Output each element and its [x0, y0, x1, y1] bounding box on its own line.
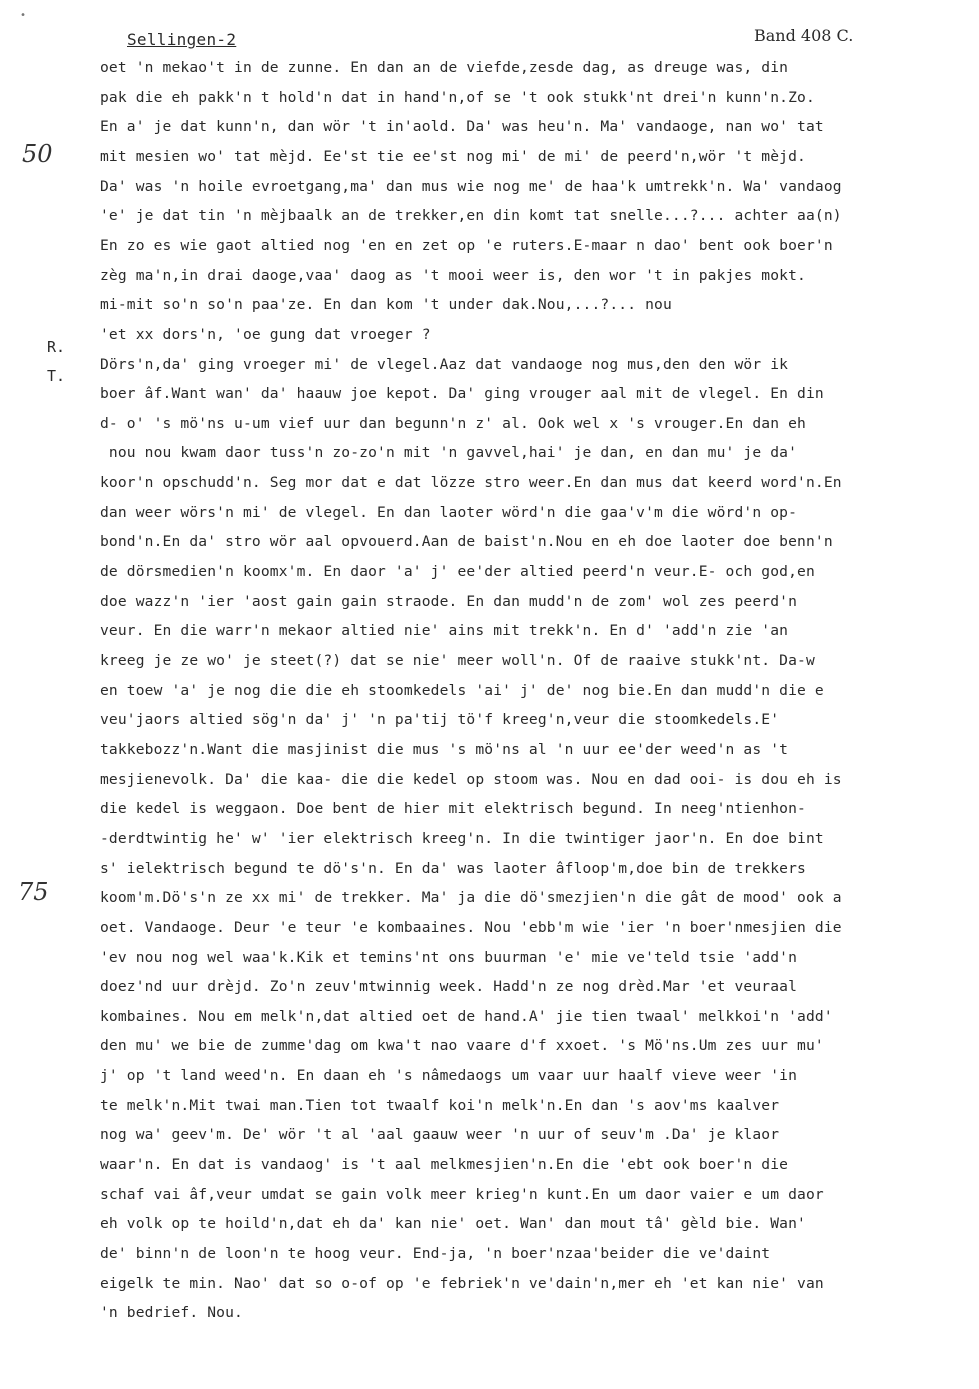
transcript-line: den mu' we bie de zumme'dag om kwa't nao vaare d'f xxoet. 's Mö'ns.Um zes uur mu': [100, 1037, 824, 1055]
transcript-line: dan weer wörs'n mi' de vlegel. En dan laoter wörd'n die gaa'v'm die wörd'n op-: [100, 503, 798, 521]
margin-mark-75: 75: [18, 878, 49, 906]
transcript-line: 'n bedrief. Nou.: [100, 1304, 243, 1322]
document-title: Sellingen-2: [127, 30, 237, 49]
corner-mark: •: [20, 10, 27, 21]
transcript-line: veur. En die warr'n mekaor altied nie' ains mit trekk'n. En d' 'add'n zie 'an: [100, 622, 789, 640]
transcript-line: 'et xx dors'n, 'oe gung dat vroeger ?: [100, 325, 431, 343]
transcript-line: koor'n opschudd'n. Seg mor dat e dat lözze stro weer.En dan mus dat keerd word'n.En: [100, 474, 842, 492]
transcript-line: takkebozz'n.Want die masjinist die mus 's mö'ns al 'n uur ee'der weed'n as 't: [100, 740, 789, 758]
transcript-line: oet. Vandaoge. Deur 'e teur 'e kombaaines. Nou 'ebb'm wie 'ier 'n boer'nmesjien die: [100, 918, 842, 936]
tape-reference: Band 408 C.: [754, 26, 854, 45]
transcript-line: Dörs'n,da' ging vroeger mi' de vlegel.Aaz dat vandaoge nog mus,den den wör ik: [100, 355, 789, 373]
transcript-line: En a' je dat kunn'n, dan wör 't in'aold. Da' was heu'n. Ma' vandaoge, nan wo' tat: [100, 118, 824, 136]
transcript-line: boer âf.Want wan' da' haauw joe kepot. Da' ging vrouger aal mit de vlegel. En din: [100, 385, 824, 403]
transcript-line: en toew 'a' je nog die die eh stoomkedels 'ai' j' de' nog bie.En dan mudd'n die e: [100, 681, 824, 699]
transcript-line: koom'm.Dö's'n ze xx mi' de trekker. Ma' ja die dö'smezjien'n die gât de mood' ook a: [100, 889, 842, 907]
transcript-line: d- o' 's mö'ns u-um vief uur dan begunn'n z' al. Ook wel x 's vrouger.En dan eh: [100, 414, 806, 432]
transcript-line: te melk'n.Mit twai man.Tien tot twaalf koi'n melk'n.En dan 's aov'ms kaalver: [100, 1096, 780, 1114]
transcript-line: mi-mit so'n so'n paa'ze. En dan kom 't under dak.Nou,...?... nou: [100, 296, 672, 314]
transcript-line: oet 'n mekao't in de zunne. En dan an de viefde,zesde dag, as dreuge was, din: [100, 59, 789, 76]
transcript-line: Da' was 'n hoile evroetgang,ma' dan mus wie nog me' de haa'k umtrekk'n. Wa' vandaog: [100, 177, 842, 195]
transcript-line: bond'n.En da' stro wör aal opvouerd.Aan de baist'n.Nou en eh doe laoter doe benn'n: [100, 533, 833, 551]
transcript-line: schaf vai âf,veur umdat se gain volk meer krieg'n kunt.En um daor vaier e um daor: [100, 1185, 824, 1203]
transcript-line: de dörsmedien'n koomx'm. En daor 'a' j' ee'der altied peerd'n veur.E- och god,en: [100, 563, 815, 581]
transcript-line: veu'jaors altied sög'n da' j' 'n pa'tij tö'f kreeg'n,veur die stoomkedels.E': [100, 711, 780, 729]
transcript-line: 'e' je dat tin 'n mèjbaalk an de trekker,en din komt tat snelle...?... achter aa(n): [100, 207, 842, 225]
transcript-line: pak die eh pakk'n t hold'n dat in hand'n,of se 't ook stukk'nt drei'n kunn'n.Zo.: [100, 88, 815, 106]
transcript-line: de' binn'n de loon'n te hoog veur. End-ja, 'n boer'nzaa'beider die ve'daint: [100, 1245, 771, 1262]
transcript-line: kombaines. Nou em melk'n,dat altied oet de hand.A' jie tien twaal' melkkoi'n 'add': [100, 1007, 833, 1025]
transcript-line: nog wa' geev'm. De' wör 't al 'aal gaauw weer 'n uur of seuv'm .Da' je klaor: [100, 1126, 780, 1144]
margin-mark-50: 50: [22, 140, 53, 168]
transcript-line: waar'n. En dat is vandaog' is 't aal melkmesjien'n.En die 'ebt ook boer'n die: [100, 1156, 789, 1174]
transcript-line: -derdtwintig he' w' 'ier elektrisch kreeg'n. In die twintiger jaor'n. En doe bint: [100, 829, 824, 847]
transcript-line: eigelk te min. Nao' dat so o-of op 'e febriek'n ve'dain'n,mer eh 'et kan nie' van: [100, 1274, 824, 1292]
transcript-line: 'ev nou nog wel waa'k.Kik et temins'nt ons buurman 'e' mie ve'teld tsie 'add'n: [100, 948, 798, 966]
speaker-label-t: T.: [47, 367, 66, 385]
transcript-line: En zo es wie gaot altied nog 'en en zet op 'e ruters.E-maar n dao' bent ook boer'n: [100, 236, 833, 254]
transcript-line: mit mesien wo' tat mèjd. Ee'st tie ee'st nog mi' de mi' de peerd'n,wör 't mèjd.: [100, 147, 806, 165]
transcript-line: doe wazz'n 'ier 'aost gain gain straode. En dan mudd'n de zom' wol zes peerd'n: [100, 592, 798, 610]
transcript-line: mesjienevolk. Da' die kaa- die die kedel op stoom was. Nou en dad ooi- is dou eh is: [100, 770, 842, 788]
transcript-line: j' op 't land weed'n. En daan eh 's nâmedaogs um vaar uur haalf vieve weer 'in: [100, 1067, 798, 1085]
transcript-line: doez'nd uur drèjd. Zo'n zeuv'mtwinnig week. Hadd'n ze nog drèd.Mar 'et veuraal: [100, 978, 798, 996]
transcript-line: eh volk op te hoild'n,dat eh da' kan nie' oet. Wan' dan mout tâ' gèld bie. Wan': [100, 1215, 806, 1233]
transcript-line: die kedel is weggaon. Doe bent de hier mit elektrisch begund. In neeg'ntienhon-: [100, 800, 806, 818]
speaker-label-r: R.: [47, 338, 66, 356]
transcript-line: s' ielektrisch begund te dö's'n. En da' was laoter âfloop'm,doe bin de trekkers: [100, 859, 806, 877]
transcript-line: kreeg je ze wo' je steet(?) dat se nie' meer woll'n. Of de raaive stukk'nt. Da-w: [100, 652, 815, 669]
transcript-line: zèg ma'n,in drai daoge,vaa' daog as 't mooi weer is, den wor 't in pakjes mokt.: [100, 266, 806, 284]
transcript-line: nou nou kwam daor tuss'n zo-zo'n mit 'n gavvel,hai' je dan, en dan mu' je da': [100, 444, 798, 462]
